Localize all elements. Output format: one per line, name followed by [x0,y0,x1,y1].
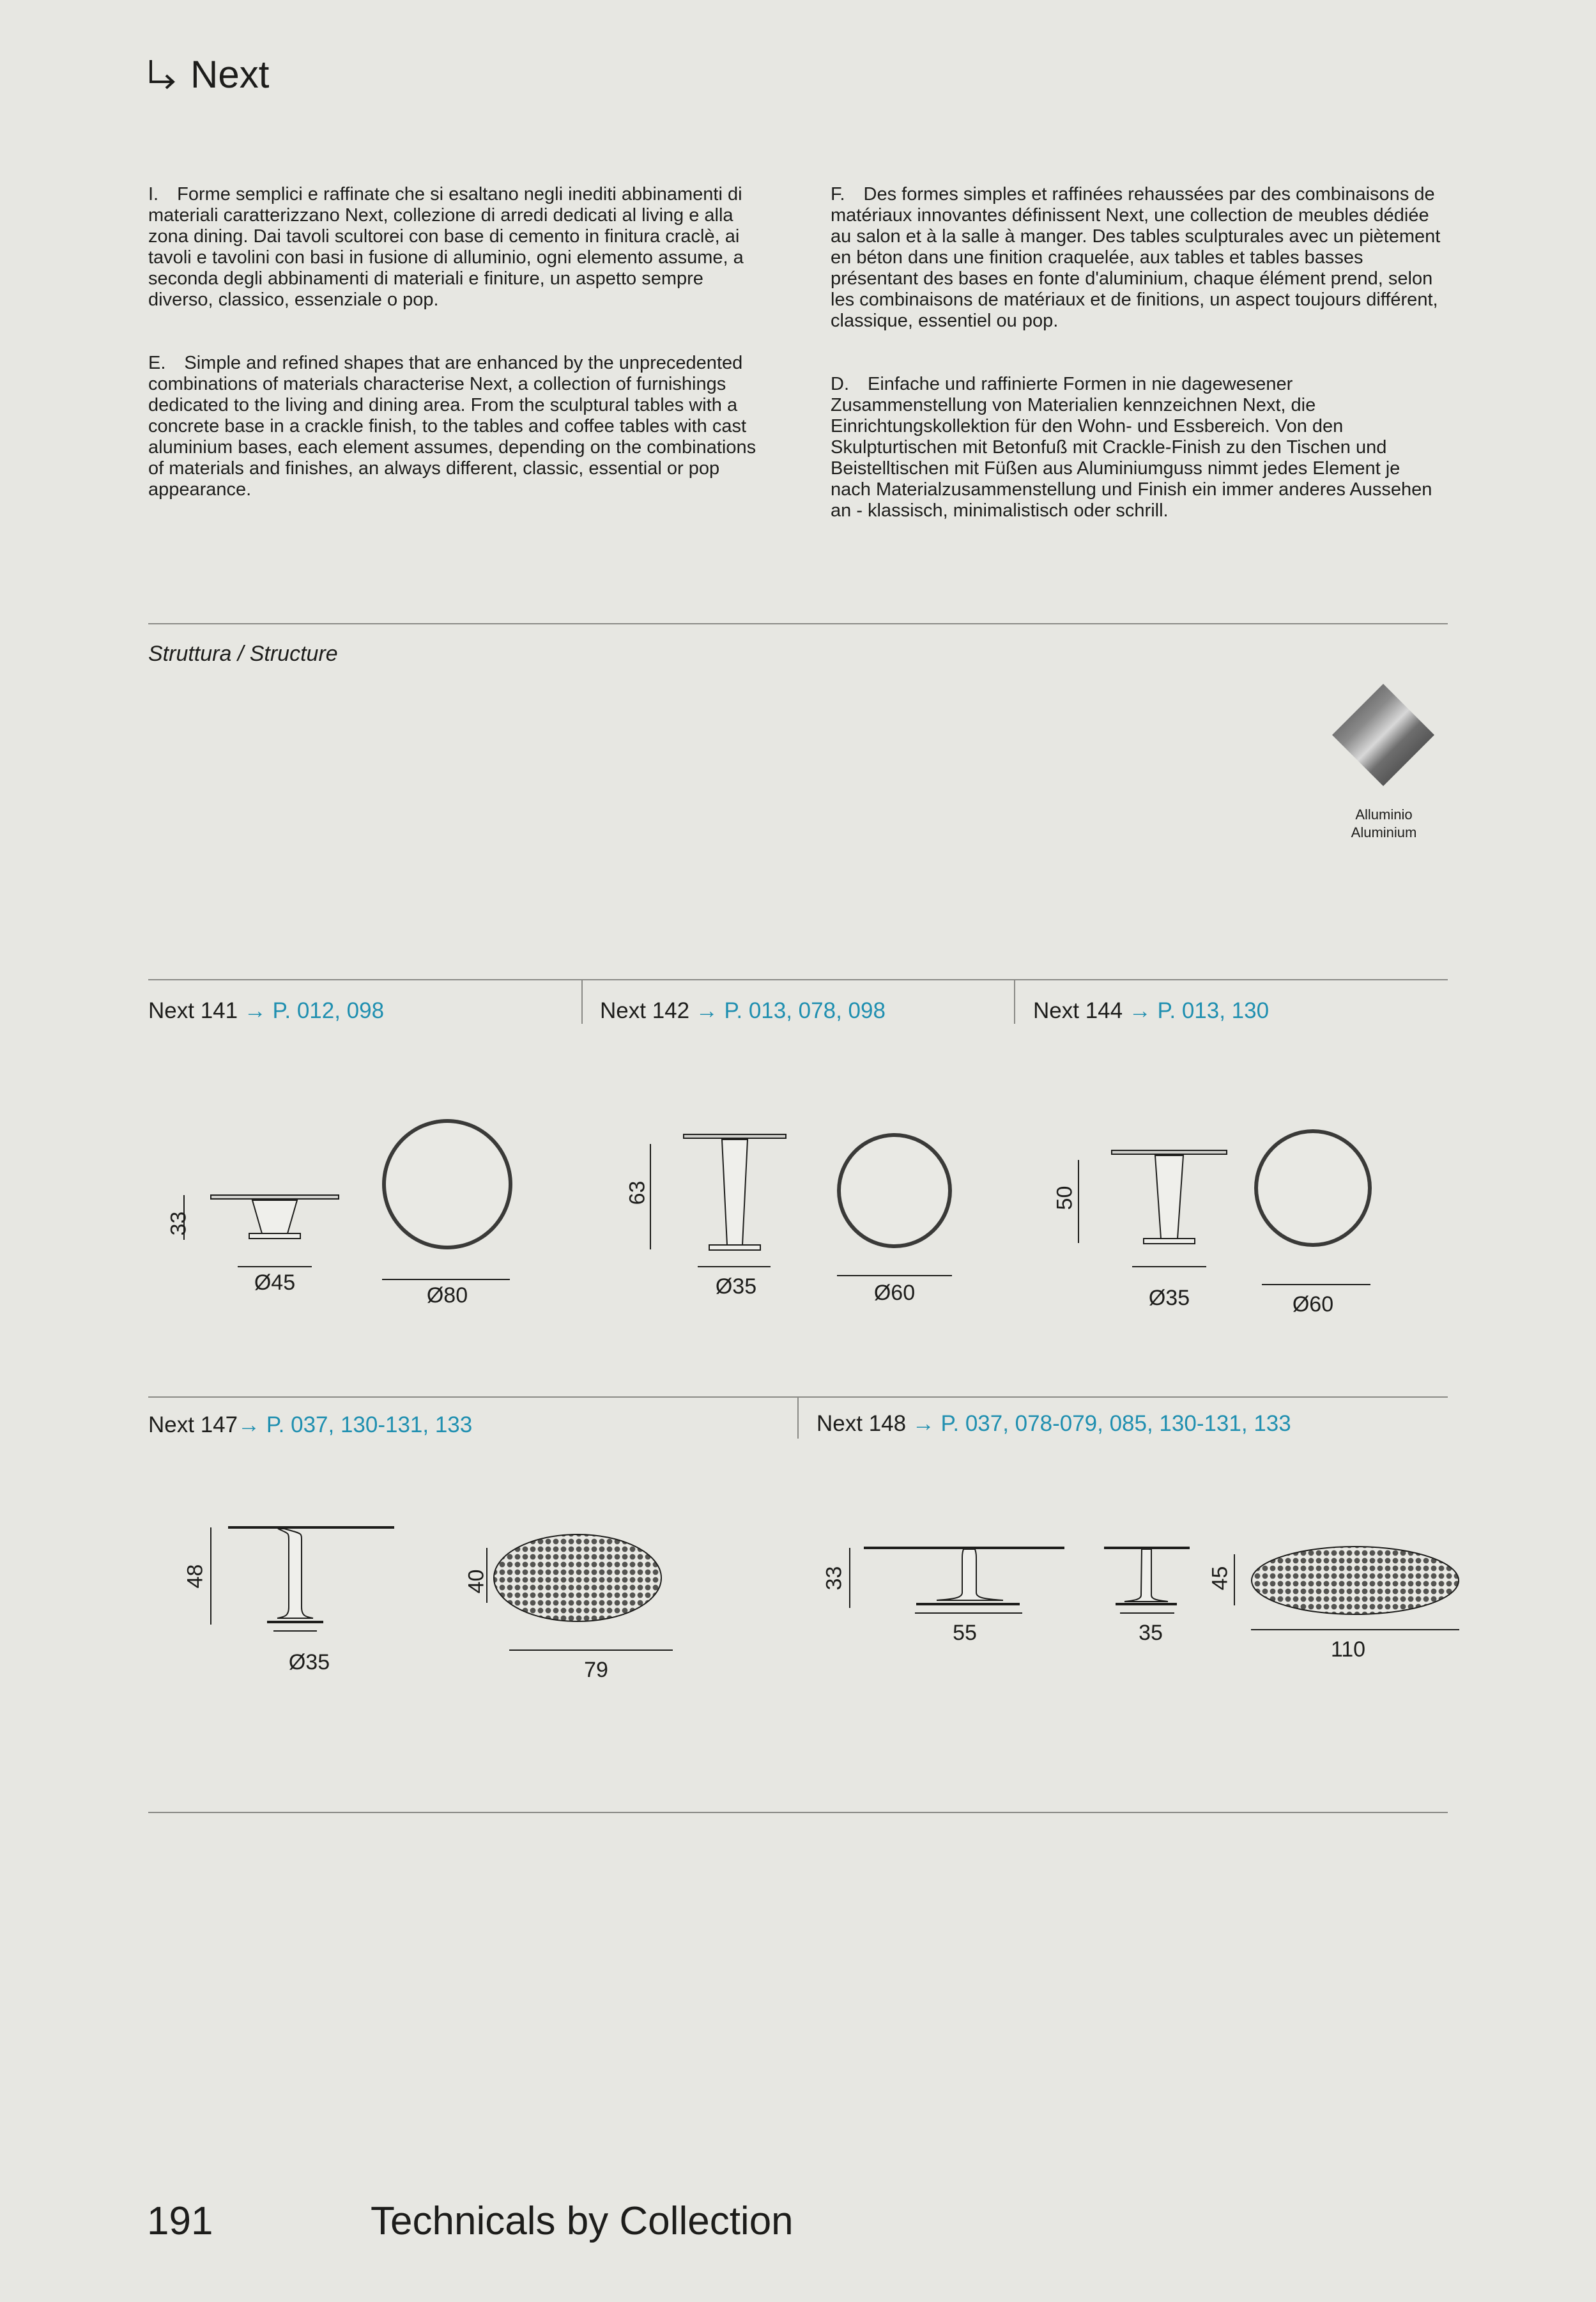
intro-english: E. Simple and refined shapes that are enhanced by the unprecedented combinations of materials characterise Next, a collection of furnishings dedicated to the living and dining area. From the sculptural tables with a concrete base in a crackle finish, to the tables and coffee tables with cast aluminium bases, each element assumes, depending on the combinations of materials and finishes, an always different, classic, essential or pop appearance. [148,353,756,500]
height-dimension: 33 [822,1566,847,1591]
product-heading-next-142 [600,998,886,1024]
product-name: Next 148 [817,1411,907,1436]
product-name: Next 141 [148,998,238,1023]
base-diameter: Ø45 [254,1271,296,1295]
page-number: 191 [147,2199,213,2243]
product-name: Next 144 [1033,998,1123,1023]
finish-english: Aluminium [1351,824,1417,840]
base-width-dimension: 35 [1139,1621,1163,1645]
finish-italian: Alluminio [1355,807,1413,823]
product-name: Next 142 [600,998,690,1023]
divider [148,623,1448,624]
section-title: Technicals by Collection [371,2199,794,2243]
product-heading-next-147 [148,1412,472,1438]
collection-name: Next [190,53,270,96]
column-divider [1014,979,1015,1024]
height-dimension: 63 [625,1180,650,1205]
intro-french: F. Des formes simples et raffinées rehaussées par des combinaisons de matériaux innovantes définissent Next, une collection de meubles dédiée au salon et à la salle à manger. Des tables sculpturales avec un piètement en béton dans une finition craquelée, aux tables et tables basses présentant des bases en fonte d'aluminium, chaque élément prend, selon les combinaisons de matériaux et de finitions, un aspect toujours différent, classique, essentiel ou pop. [831,184,1441,331]
next-144-drawing [1054,1125,1412,1317]
top-depth-dimension: 40 [464,1569,489,1594]
divider [148,979,1448,980]
page-reference-link[interactable]: → P. 037, 130-131, 133 [238,1412,473,1437]
product-heading-next-148 [817,1411,1291,1437]
base-width-dimension: 55 [953,1621,977,1645]
page-reference-link[interactable]: → P. 012, 098 [243,998,385,1023]
product-heading-next-144 [1033,998,1269,1024]
page-reference-link[interactable]: → P. 037, 078-079, 085, 130-131, 133 [912,1411,1291,1436]
structure-label: Struttura / Structure [148,642,338,666]
top-diameter: Ø80 [426,1283,468,1308]
product-heading-next-141 [148,998,384,1024]
height-dimension: 48 [183,1564,208,1589]
top-width-dimension: 110 [1330,1637,1366,1662]
aluminium-swatch [1331,683,1436,787]
top-depth-dimension: 45 [1208,1566,1232,1591]
next-141-drawing [160,1118,530,1310]
page-reference-link[interactable]: → P. 013, 078, 098 [695,998,886,1023]
base-diameter: Ø35 [288,1650,330,1674]
height-dimension: 50 [1052,1186,1077,1210]
base-diameter: Ø35 [1148,1286,1190,1310]
top-width-dimension: 79 [584,1658,608,1682]
intro-german: D. Einfache und raffinierte Formen in nie dagewesener Zusammenstellung von Materialien kennzeichnen Next, die Einrichtungskollektion für den Wohn- und Essbereich. Von den Skulpturtischen mit Betonfuß mit Crackle-Finish zu den Tischen und Beistelltischen mit Füßen aus Aluminiumguss nimmt jedes Element je nach Materialzusammenstellung und Finish ein immer anderes Aussehen an - klassisch, minimalistisch oder schrill. [831,374,1432,521]
base-diameter: Ø35 [715,1274,757,1299]
product-name: Next 147 [148,1412,238,1437]
top-diameter: Ø60 [873,1281,916,1305]
finish-label [1320,806,1448,842]
page-reference-link[interactable]: → P. 013, 130 [1128,998,1270,1023]
column-divider [581,979,583,1024]
page-title [148,52,269,97]
column-divider [797,1396,799,1439]
divider [148,1812,1448,1813]
next-147-drawing [192,1515,703,1668]
height-dimension: 33 [166,1211,191,1236]
arrow-down-right-icon [148,59,176,91]
top-diameter: Ø60 [1292,1292,1334,1317]
intro-italian: I. Forme semplici e raffinate che si esaltano negli inediti abbinamenti di materiali caratterizzano Next, collezione di arredi dedicati al living e alla zona dining. Dai tavoli scultorei con base di cemento in finitura craclè, ai tavoli e tavolini con basi in fusione di alluminio, ogni elemento assume, a seconda degli abbinamenti di materiali e finiture, un aspetto sempre diverso, classico, essenziale o pop. [148,184,744,310]
